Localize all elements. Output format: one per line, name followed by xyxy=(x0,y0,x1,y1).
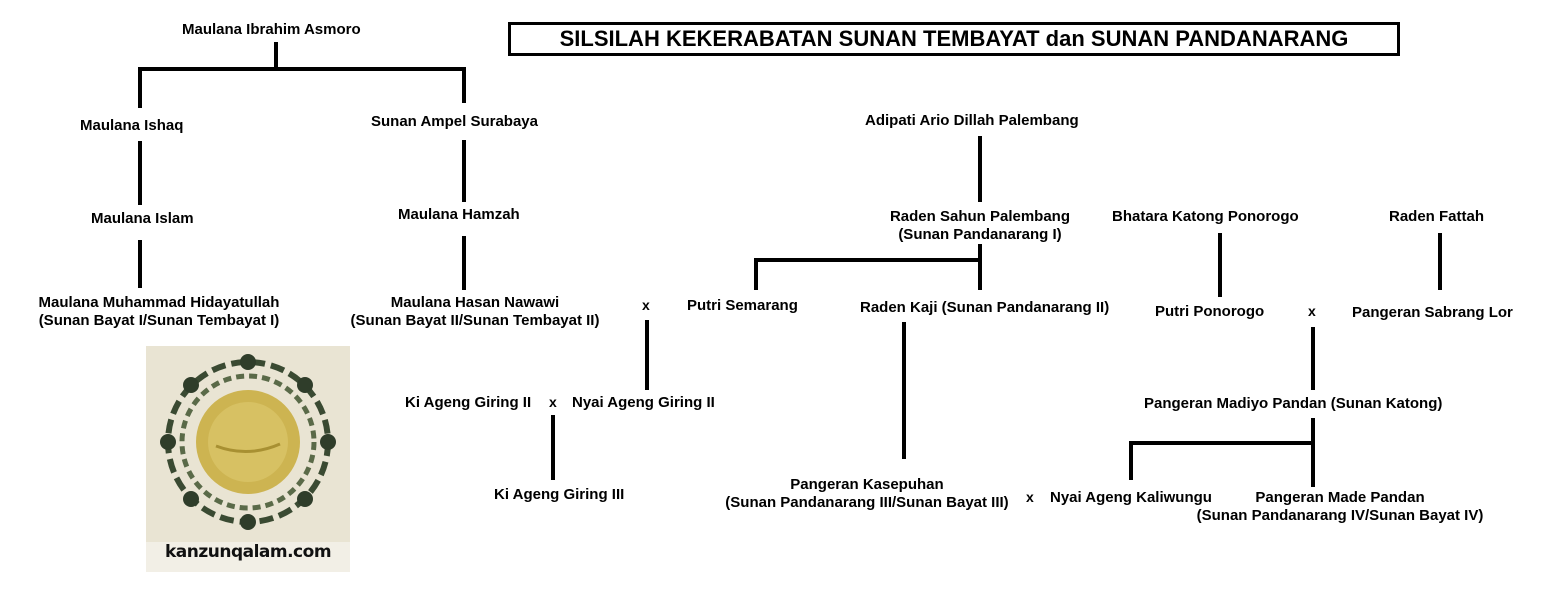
node-pangeran-made-pandan-name: Pangeran Made Pandan xyxy=(1255,489,1425,506)
node-ki-ageng-giring-ii: Ki Ageng Giring II xyxy=(405,394,532,411)
node-raden-sahun-title: (Sunan Pandanarang I) xyxy=(898,226,1062,243)
node-bhatara-katong: Bhatara Katong Ponorogo xyxy=(1112,208,1299,225)
line-sahun-branch xyxy=(756,260,980,290)
node-hasan-nawawi-title: (Sunan Bayat II/Sunan Tembayat II) xyxy=(350,312,600,329)
node-pangeran-made-pandan-title: (Sunan Pandanarang IV/Sunan Bayat IV) xyxy=(1196,507,1484,524)
node-raden-sahun xyxy=(880,208,1080,244)
node-hasan-nawawi-name: Maulana Hasan Nawawi xyxy=(390,294,560,311)
node-maulana-hamzah: Maulana Hamzah xyxy=(398,206,520,223)
logo-text: kanzunqalam.com xyxy=(164,542,332,562)
ornament-icon xyxy=(146,346,350,542)
node-raden-fattah: Raden Fattah xyxy=(1389,208,1485,225)
marriage-symbol: x xyxy=(549,394,557,410)
line-madiyo-branch xyxy=(1131,443,1313,480)
node-raden-kaji: Raden Kaji (Sunan Pandanarang II) xyxy=(860,299,1110,316)
node-putri-ponorogo: Putri Ponorogo xyxy=(1155,303,1265,320)
node-ibrahim-asmoro: Maulana Ibrahim Asmoro xyxy=(182,21,361,38)
node-raden-sahun-name: Raden Sahun Palembang xyxy=(889,208,1071,225)
node-putri-semarang: Putri Semarang xyxy=(687,297,798,314)
node-pangeran-made-pandan xyxy=(1180,489,1500,525)
node-hidayatullah xyxy=(24,294,294,330)
marriage-symbol: x xyxy=(1026,489,1034,505)
node-nyai-ageng-kaliwungu: Nyai Ageng Kaliwungu xyxy=(1050,489,1212,506)
line-ibrahim-branch xyxy=(140,69,464,108)
node-maulana-islam: Maulana Islam xyxy=(91,210,194,227)
node-hidayatullah-name: Maulana Muhammad Hidayatullah xyxy=(38,294,280,311)
node-nyai-ageng-giring-ii: Nyai Ageng Giring II xyxy=(572,394,715,411)
node-ario-dillah: Adipati Ario Dillah Palembang xyxy=(865,112,1079,129)
node-pangeran-madiyo-pandan: Pangeran Madiyo Pandan (Sunan Katong) xyxy=(1144,395,1443,412)
node-pangeran-sabrang-lor: Pangeran Sabrang Lor xyxy=(1352,304,1513,321)
node-pangeran-kasepuhan xyxy=(712,476,1022,512)
node-maulana-ishaq: Maulana Ishaq xyxy=(80,117,184,134)
site-logo xyxy=(146,346,350,572)
marriage-symbol: x xyxy=(642,297,650,313)
node-hidayatullah-title: (Sunan Bayat I/Sunan Tembayat I) xyxy=(38,312,280,329)
node-ki-ageng-giring-iii: Ki Ageng Giring III xyxy=(494,486,625,503)
marriage-symbol: x xyxy=(1308,303,1316,319)
diagram-title: SILSILAH KEKERABATAN SUNAN TEMBAYAT dan SUNAN PANDANARANG xyxy=(508,22,1400,56)
node-hasan-nawawi xyxy=(338,294,612,330)
node-pangeran-kasepuhan-name: Pangeran Kasepuhan xyxy=(790,476,944,493)
node-sunan-ampel: Sunan Ampel Surabaya xyxy=(371,113,538,130)
node-pangeran-kasepuhan-title: (Sunan Pandanarang III/Sunan Bayat III) xyxy=(725,494,1009,511)
